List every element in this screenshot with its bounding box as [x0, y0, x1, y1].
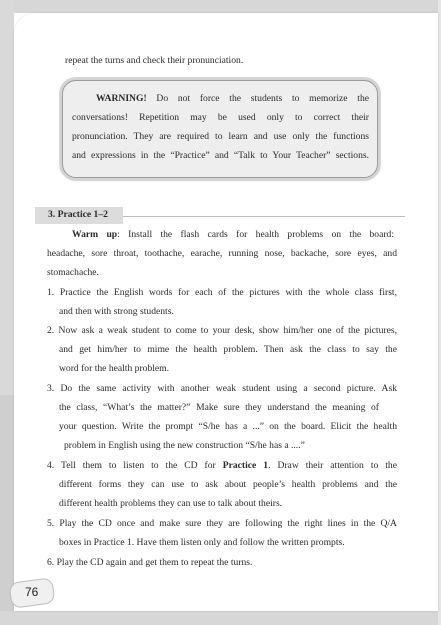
step-4-line-3: different health problems they can use to talk about theirs. [59, 498, 283, 509]
warmup-label: Warm up [72, 229, 118, 240]
step-3-line-2: the class, “What’s the matter?” Make sure they understand the meaning of [59, 402, 379, 413]
step-1-line-2: and then with strong students. [59, 306, 174, 317]
step-1-line-1: 1. Practice the English words for each of the pictures with the whole class first, [47, 287, 397, 298]
step-3-line-4: problem in English using the new construction “S/he has a ....” [64, 440, 305, 451]
step-3-line-3: your question. Write the prompt “S/he has a ...” on the board. Elicit the health [59, 421, 397, 432]
warning-line-1: WARNING! Do not force the students to memorize the [96, 93, 369, 104]
warning-line-2: conversations! Repetition may be used only to correct their [72, 112, 369, 123]
section-title: 3. Practice 1–2 [48, 209, 108, 220]
step-3-line-1: 3. Do the same activity with another weak student using a second picture. Ask [47, 383, 397, 394]
step-6-line-1: 6. Play the CD again and get them to repeat the turns. [47, 557, 253, 568]
step-2-line-1: 2. Now ask a weak student to come to your desk, show him/her one of the pictures, [47, 325, 397, 336]
top-line: repeat the turns and check their pronunciation. [65, 55, 244, 66]
step-5-line-1: 5. Play the CD once and make sure they are following the right lines in the Q/A [47, 518, 397, 529]
frame-top [0, 0, 441, 13]
step-5-line-2: boxes in Practice 1. Have them listen only and follow the written prompts. [59, 537, 345, 548]
frame-bottom [0, 611, 441, 625]
step-4-line-1: 4. Tell them to listen to the CD for Practice 1. Draw their attention to the [47, 460, 397, 471]
step-4-line-2: different forms they can use to ask about people’s health problems and the [59, 479, 397, 490]
warning-label: WARNING! [96, 93, 147, 104]
step-2-line-3: word for the health problem. [59, 363, 170, 374]
warning-line-3: pronunciation. They are required to learn and use only the functions [72, 131, 369, 142]
step-2-line-2: and get him/her to mime the health problem. Then ask the class to say the [59, 344, 397, 355]
page-number: 76 [25, 585, 39, 599]
warmup-line-2: headache, sore throat, toothache, earache, running nose, backache, sore eyes, and [47, 248, 397, 259]
warmup-line-1: Warm up: Install the flash cards for health problems on the board: [72, 229, 394, 240]
warning-line-4: and expressions in the “Practice” and “Talk to Your Teacher” sections. [72, 150, 369, 161]
warmup-line-3: stomachache. [47, 267, 99, 278]
section-header-rule [123, 216, 405, 217]
